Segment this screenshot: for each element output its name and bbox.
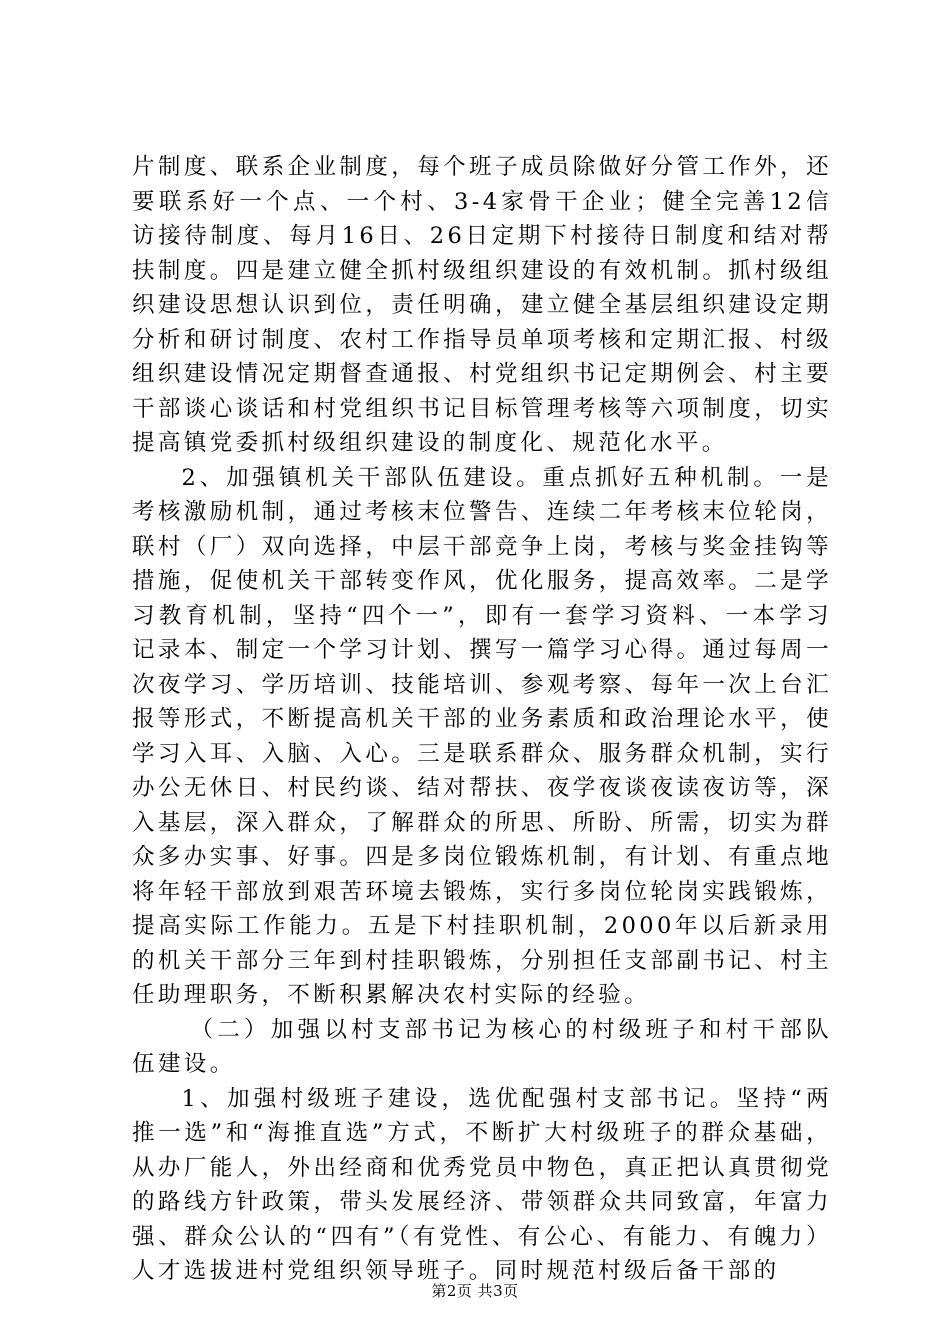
paragraph-3: 1、加强村级班子建设，选优配强村支部书记。坚持“两推一选”和“海推直选”方式，不断扩大村级班子的群众基础，从办厂能人，外出经商和优秀党员中物色，真正把认真贯彻党的路线方针政策，带头发展经济、带领群众共同致富，年富力强、群众公认的“四有”（有党性、有公心、有能力、有魄力）人才选拔进村党组织领导班子。同时规范村级后备干部的 [132, 1085, 832, 1284]
paragraph-2: 2、加强镇机关干部队伍建设。重点抓好五种机制。一是考核激励机制，通过考核末位警告、连续二年考核末位轮岗，联村（厂）双向选择，中层干部竞争上岗，考核与奖金挂钩等措施，促使机关干部转变作风，优化服务，提高效率。二是学习教育机制，坚持“四个一”，即有一套学习资料、一本学习记录本、制定一个学习计划、撰写一篇学习心得。通过每周一次夜学习、学历培训、技能培训、参观考察、每年一次上台汇报等形式，不断提高机关干部的业务素质和政治理论水平，使学习入耳、入脑、入心。三是联系群众、服务群众机制，实行办公无休日、村民约谈、结对帮扶、夜学夜谈夜读夜访等，深入基层，深入群众，了解群众的所思、所盼、所需，切实为群众多办实事、好事。四是多岗位锻炼机制，有计划、有重点地将年轻干部放到艰苦环境去锻炼，实行多岗位轮岗实践锻炼，提高实际工作能力。五是下村挂职机制，2000年以后新录用的机关干部分三年到村挂职锻炼，分别担任支部副书记、村主任助理职务，不断积累解决农村实际的经验。 [132, 464, 832, 1008]
page-footer: 第2页 共3页 [431, 1282, 519, 1300]
paragraph-1: 片制度、联系企业制度，每个班子成员除做好分管工作外，还要联系好一个点、一个村、3-4家骨干企业；健全完善12信访接待制度、每月16日、26日定期下村接待日制度和结对帮扶制度。四是建立健全抓村级组织建设的有效机制。抓村级组织建设思想认识到位，责任明确，建立健全基层组织建设定期分析和研讨制度、农村工作指导员单项考核和定期汇报、村级组织建设情况定期督查通报、村党组织书记定期例会、村主要干部谈心谈话和村党组织书记目标管理考核等六项制度，切实提高镇党委抓村级组织建设的制度化、规范化水平。 [132, 154, 832, 456]
document-body [132, 150, 832, 1289]
section-heading: （二）加强以村支部书记为核心的村级班子和村干部队伍建设。 [132, 1016, 832, 1077]
